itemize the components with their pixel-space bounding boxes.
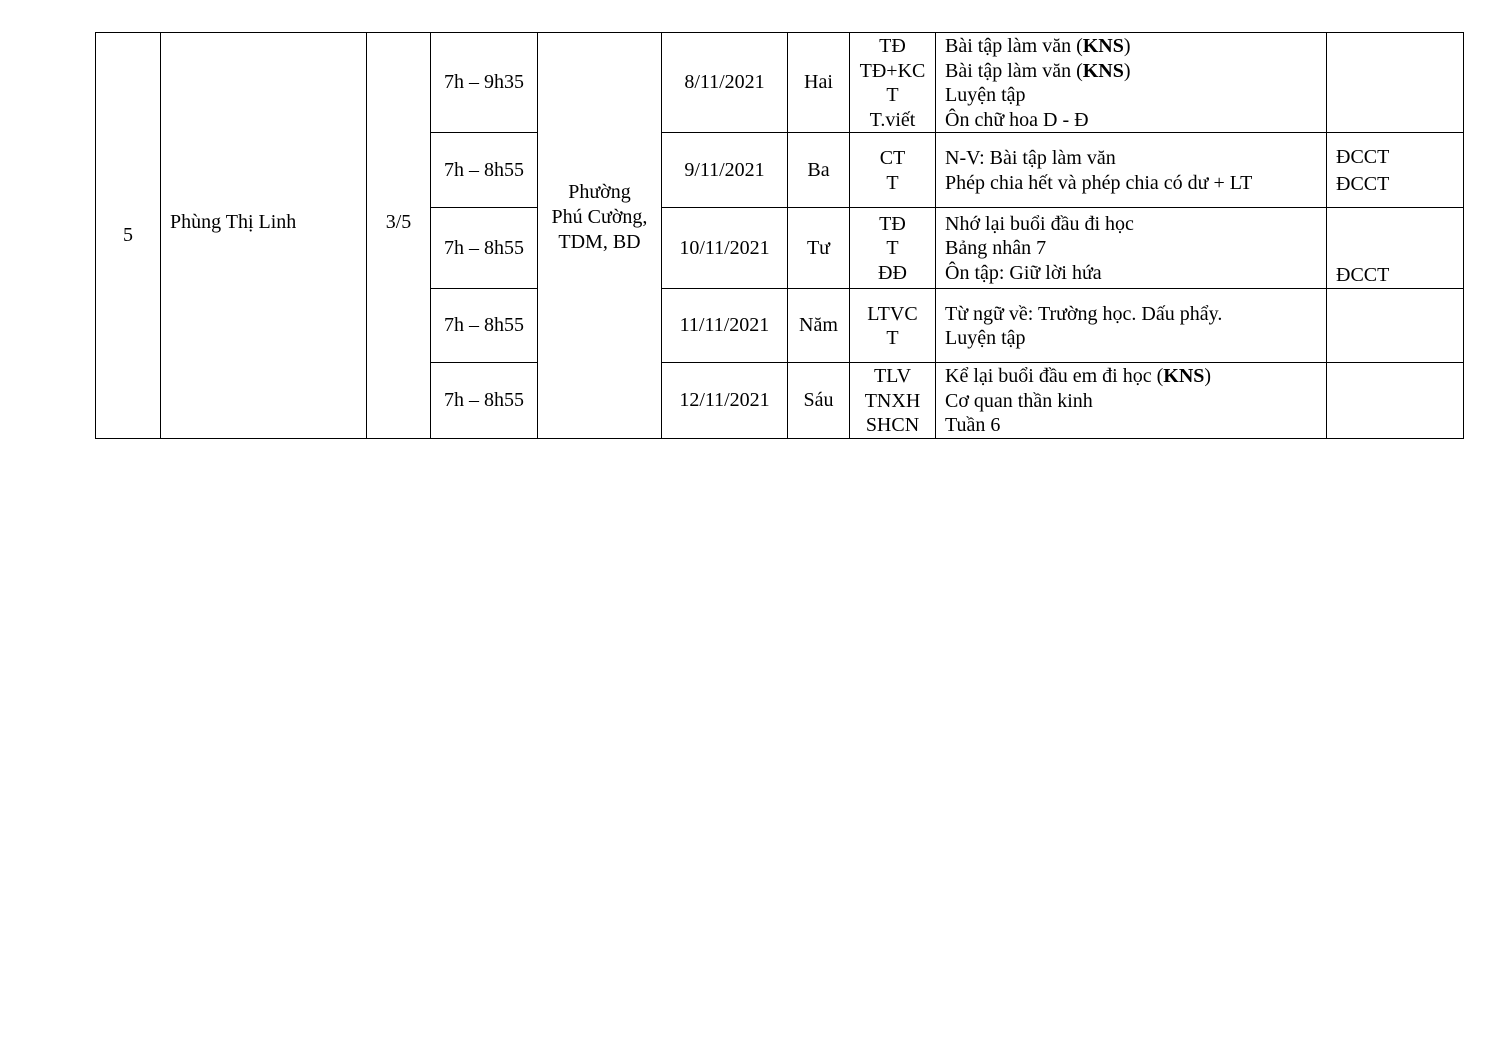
lesson: Luyện tập [945,84,1026,106]
subject: T [886,327,899,349]
time-cell [431,363,538,439]
weekday-cell [788,208,850,289]
date-cell [662,289,788,363]
date: 12/11/2021 [679,389,770,411]
subject: T [886,84,899,106]
lesson: Bài tập làm văn (KNS) [945,59,1131,82]
location-line: Phú Cường, [551,205,648,228]
time-slot: 7h – 8h55 [444,389,524,411]
subjects-cell [850,289,936,363]
table-row [96,33,1464,133]
subject: ĐĐ [878,261,907,284]
teacher-name: Phùng Thị Linh [170,211,297,233]
weekday: Sáu [803,389,834,411]
time-cell [431,208,538,289]
notes-cell [1327,363,1464,439]
subject: T [886,237,899,260]
subject: LTVC [867,302,918,325]
lesson: Luyện tập [945,327,1026,349]
notes-cell [1327,33,1464,133]
location-cell [538,33,662,439]
subject: CT [879,147,906,169]
weekday-cell [788,363,850,439]
teacher-index: 5 [123,224,133,246]
index-cell [96,33,161,439]
date-cell [662,33,788,133]
date: 11/11/2021 [679,314,770,337]
class-cell [367,33,431,439]
note: ĐCCT [1336,173,1390,195]
lesson: Ôn tập: Giữ lời hứa [945,261,1102,284]
time-cell [431,33,538,133]
lesson: Kể lại buổi đầu em đi học (KNS) [945,365,1212,387]
time-slot: 7h – 8h55 [444,314,524,337]
weekday-cell [788,133,850,208]
subjects-cell [850,133,936,208]
subject: T.viết [869,108,916,131]
location-line: Phường [568,180,631,203]
date-cell [662,133,788,208]
subjects-cell [850,208,936,289]
lessons-cell [936,133,1327,208]
lesson: Bài tập làm văn (KNS) [945,35,1131,57]
date-cell [662,208,788,289]
lesson: Từ ngữ về: Trường học. Dấu phẩy. [945,302,1223,325]
note: ĐCCT [1336,146,1390,168]
time-slot: 7h – 8h55 [444,158,524,181]
lesson: Cơ quan thần kinh [945,389,1093,412]
time-cell [431,133,538,208]
teacher-name-cell [161,33,367,439]
date: 9/11/2021 [684,158,765,181]
notes-cell [1327,289,1464,363]
weekday-cell [788,33,850,133]
subject: TĐ [879,35,906,57]
notes-cell [1327,133,1464,208]
class-name: 3/5 [385,211,412,233]
weekday: Tư [806,236,831,259]
lesson: Nhớ lại buổi đầu đi học [945,212,1134,235]
weekday: Năm [799,314,838,337]
notes-cell [1327,208,1464,289]
note: ĐCCT [1336,263,1390,286]
subject: TLV [873,365,912,387]
location-line: TDM, BD [558,230,641,253]
date: 10/11/2021 [679,236,770,259]
lessons-cell [936,363,1327,439]
subject: T [886,171,899,194]
time-cell [431,289,538,363]
weekday-cell [788,289,850,363]
time-slot: 7h – 9h35 [444,71,524,94]
subject: TĐ+KC [859,59,926,82]
lesson: Phép chia hết và phép chia có dư + LT [945,171,1253,194]
date: 8/11/2021 [684,71,765,94]
lessons-cell [936,208,1327,289]
subjects-cell [850,33,936,133]
lessons-cell [936,289,1327,363]
schedule-body [96,33,1464,439]
lessons-cell [936,33,1327,133]
weekday: Hai [804,71,833,94]
lesson: Ôn chữ hoa D - Đ [945,108,1089,131]
date-cell [662,363,788,439]
schedule-table [95,32,1464,439]
subjects-cell [850,363,936,439]
lesson: Bảng nhân 7 [945,237,1047,260]
subject: SHCN [865,414,920,436]
lesson: Tuần 6 [945,414,1001,436]
time-slot: 7h – 8h55 [444,236,524,259]
weekday: Ba [807,158,830,181]
subject: TNXH [864,389,921,412]
lesson: N-V: Bài tập làm văn [945,147,1116,169]
subject: TĐ [879,212,906,235]
